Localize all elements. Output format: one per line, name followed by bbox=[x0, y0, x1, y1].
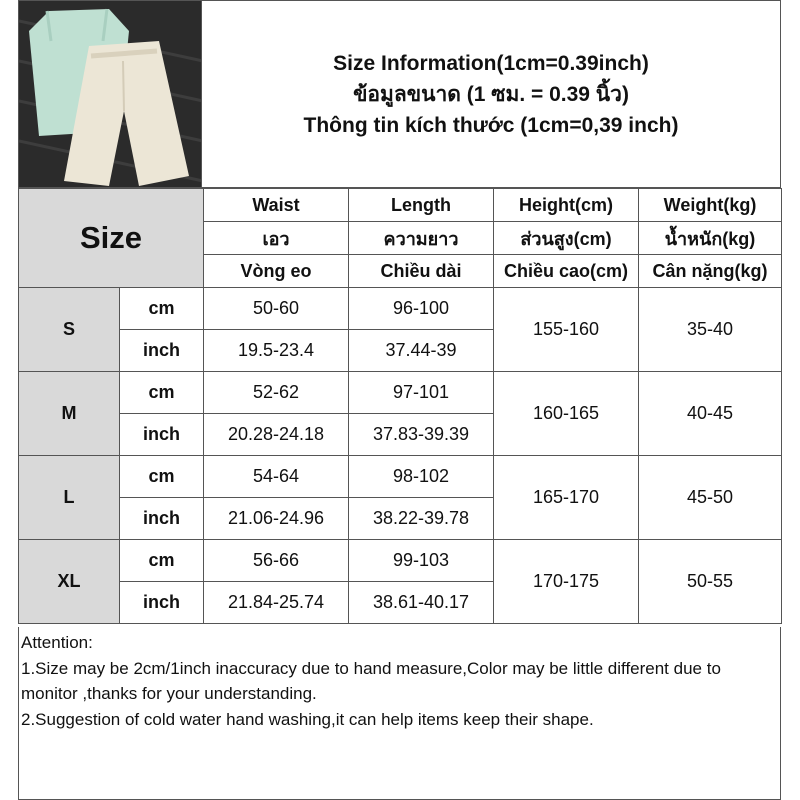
weight-value: 35-40 bbox=[639, 288, 782, 372]
title-vietnamese: Thông tin kích thước (1cm=0,39 inch) bbox=[303, 113, 679, 137]
weight-value: 45-50 bbox=[639, 456, 782, 540]
waist-cm-value: 56-66 bbox=[204, 540, 349, 582]
attention-notes bbox=[18, 627, 781, 800]
unit-cm: cm bbox=[120, 540, 204, 582]
waist-inch-value: 21.06-24.96 bbox=[204, 498, 349, 540]
length-cm-value: 97-101 bbox=[349, 372, 494, 414]
notes-line-1: 1.Size may be 2cm/1inch inaccuracy due to hand measure,Color may be little different due to monitor ,thanks for your understanding. bbox=[21, 658, 721, 703]
col-waist-vi: Vòng eo bbox=[204, 255, 349, 288]
waist-inch-value: 21.84-25.74 bbox=[204, 582, 349, 624]
length-inch-value: 37.83-39.39 bbox=[349, 414, 494, 456]
col-waist-en: Waist bbox=[204, 189, 349, 222]
height-value: 165-170 bbox=[494, 456, 639, 540]
weight-value: 50-55 bbox=[639, 540, 782, 624]
length-cm-value: 98-102 bbox=[349, 456, 494, 498]
size-chart bbox=[18, 0, 781, 800]
col-height-vi: Chiều cao(cm) bbox=[494, 255, 639, 288]
col-weight-vi: Cân nặng(kg) bbox=[639, 255, 782, 288]
waist-inch-value: 19.5-23.4 bbox=[204, 330, 349, 372]
header-row-english bbox=[19, 189, 782, 222]
title-thai: ข้อมูลขนาด (1 ซม. = 0.39 นิ้ว) bbox=[353, 82, 629, 106]
unit-inch: inch bbox=[120, 498, 204, 540]
unit-inch: inch bbox=[120, 330, 204, 372]
length-cm-value: 99-103 bbox=[349, 540, 494, 582]
table-row bbox=[19, 540, 782, 582]
length-inch-value: 37.44-39 bbox=[349, 330, 494, 372]
length-inch-value: 38.61-40.17 bbox=[349, 582, 494, 624]
table-row bbox=[19, 372, 782, 414]
height-value: 160-165 bbox=[494, 372, 639, 456]
length-inch-value: 38.22-39.78 bbox=[349, 498, 494, 540]
col-length-en: Length bbox=[349, 189, 494, 222]
size-label-m: M bbox=[19, 372, 120, 456]
waist-cm-value: 54-64 bbox=[204, 456, 349, 498]
unit-inch: inch bbox=[120, 414, 204, 456]
product-photo bbox=[18, 0, 202, 188]
title-english: Size Information(1cm=0.39inch) bbox=[333, 51, 649, 75]
title-block bbox=[202, 0, 781, 188]
unit-cm: cm bbox=[120, 456, 204, 498]
unit-cm: cm bbox=[120, 372, 204, 414]
table-row bbox=[19, 456, 782, 498]
height-value: 170-175 bbox=[494, 540, 639, 624]
size-label-xl: XL bbox=[19, 540, 120, 624]
size-label-l: L bbox=[19, 456, 120, 540]
col-waist-th: เอว bbox=[204, 222, 349, 255]
size-header: Size bbox=[19, 189, 204, 288]
size-table bbox=[18, 188, 782, 624]
waist-cm-value: 52-62 bbox=[204, 372, 349, 414]
notes-heading: Attention: bbox=[21, 633, 93, 652]
product-photo-image bbox=[19, 1, 202, 188]
notes-line-2: 2.Suggestion of cold water hand washing,it can help items keep their shape. bbox=[21, 709, 594, 729]
col-height-th: ส่วนสูง(cm) bbox=[494, 222, 639, 255]
length-cm-value: 96-100 bbox=[349, 288, 494, 330]
col-weight-th: น้ำหนัก(kg) bbox=[639, 222, 782, 255]
unit-inch: inch bbox=[120, 582, 204, 624]
col-height-en: Height(cm) bbox=[494, 189, 639, 222]
col-length-th: ความยาว bbox=[349, 222, 494, 255]
col-length-vi: Chiều dài bbox=[349, 255, 494, 288]
weight-value: 40-45 bbox=[639, 372, 782, 456]
height-value: 155-160 bbox=[494, 288, 639, 372]
table-row bbox=[19, 288, 782, 330]
col-weight-en: Weight(kg) bbox=[639, 189, 782, 222]
waist-cm-value: 50-60 bbox=[204, 288, 349, 330]
waist-inch-value: 20.28-24.18 bbox=[204, 414, 349, 456]
unit-cm: cm bbox=[120, 288, 204, 330]
size-label-s: S bbox=[19, 288, 120, 372]
